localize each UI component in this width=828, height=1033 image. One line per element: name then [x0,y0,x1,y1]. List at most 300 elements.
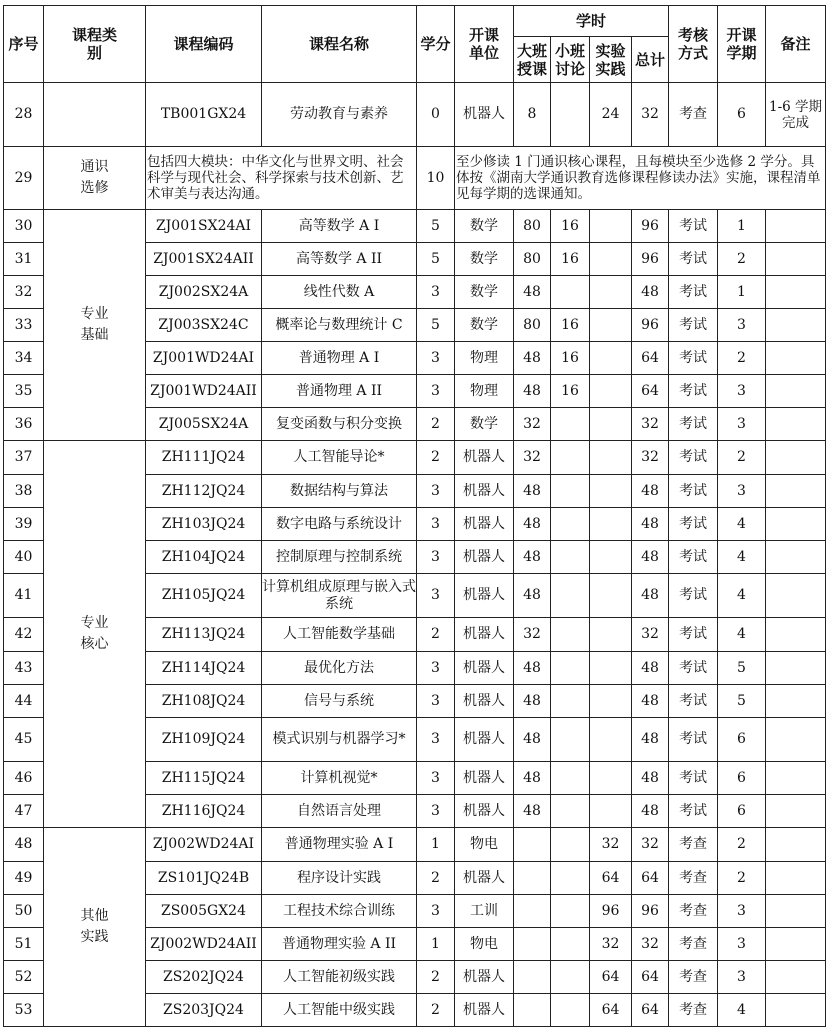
cell-semester: 5 [718,652,766,685]
cell-practice [590,309,632,342]
cell-practice [590,795,632,828]
cell-discussion [551,718,590,762]
cell-practice: 64 [590,994,632,1027]
cell-assessment: 考试 [669,795,718,828]
cell-category [44,83,146,147]
cell-unit: 物理 [455,375,514,408]
general-elective-description: 包括四大模块：中华文化与世界文明、社会科学与现代社会、科学探索与技术创新、艺术审美与表达沟通。 [146,147,417,210]
cell-semester: 3 [718,928,766,961]
cell-seq: 39 [4,508,44,541]
cell-credits: 2 [417,618,455,652]
cell-total: 96 [632,210,669,243]
cell-practice [590,652,632,685]
cell-practice [590,541,632,574]
cell-assessment: 考试 [669,718,718,762]
header-semester: 开课学期 [718,6,766,83]
cell-total: 96 [632,895,669,928]
cell-discussion: 16 [551,309,590,342]
cell-seq: 28 [4,83,44,147]
cell-discussion [551,618,590,652]
cell-name: 程序设计实践 [262,862,417,895]
cell-code: ZJ001WD24AI [146,342,262,375]
cell-unit: 机器人 [455,795,514,828]
cell-practice: 24 [590,83,632,147]
cell-lecture [514,895,551,928]
header-lecture: 大班授课 [514,37,551,83]
cell-discussion [551,895,590,928]
cell-practice: 96 [590,895,632,928]
table-row [4,210,826,243]
cell-assessment: 考试 [669,762,718,795]
cell-seq: 43 [4,652,44,685]
cell-assessment: 考试 [669,475,718,508]
cell-assessment: 考试 [669,276,718,309]
cell-remark [766,508,826,541]
cell-discussion [551,441,590,475]
cell-lecture: 48 [514,652,551,685]
cell-practice [590,475,632,508]
cell-assessment: 考试 [669,441,718,475]
cell-remark [766,276,826,309]
cell-discussion [551,541,590,574]
cell-name: 自然语言处理 [262,795,417,828]
cell-seq: 50 [4,895,44,928]
cell-credits: 10 [417,147,455,210]
cell-code: ZJ002WD24AI [146,828,262,862]
cell-practice [590,342,632,375]
cell-semester: 3 [718,961,766,994]
cell-name: 模式识别与机器学习* [262,718,417,762]
cell-lecture [514,994,551,1027]
cell-name: 人工智能初级实践 [262,961,417,994]
cell-total: 32 [632,828,669,862]
cell-seq: 47 [4,795,44,828]
cell-lecture [514,862,551,895]
cell-credits: 3 [417,541,455,574]
cell-semester: 4 [718,574,766,618]
cell-seq: 33 [4,309,44,342]
cell-practice: 64 [590,862,632,895]
cell-credits: 3 [417,276,455,309]
cell-remark [766,928,826,961]
cell-name: 计算机组成原理与嵌入式系统 [262,574,417,618]
cell-code: ZJ001SX24AI [146,210,262,243]
cell-remark [766,652,826,685]
cell-code: ZH115JQ24 [146,762,262,795]
cell-credits: 5 [417,309,455,342]
cell-lecture: 48 [514,718,551,762]
cell-seq: 48 [4,828,44,862]
cell-name: 信号与系统 [262,685,417,718]
cell-assessment: 考试 [669,652,718,685]
cell-practice [590,685,632,718]
cell-semester: 2 [718,243,766,276]
cell-semester: 3 [718,475,766,508]
cell-discussion [551,862,590,895]
cell-discussion: 16 [551,210,590,243]
cell-total: 32 [632,441,669,475]
cell-total: 64 [632,862,669,895]
cell-lecture: 48 [514,375,551,408]
cell-unit: 数学 [455,210,514,243]
cell-assessment: 考查 [669,961,718,994]
cell-seq: 42 [4,618,44,652]
cell-remark [766,994,826,1027]
cell-lecture: 80 [514,210,551,243]
cell-assessment: 考查 [669,828,718,862]
cell-semester: 3 [718,309,766,342]
cell-discussion [551,508,590,541]
header-seq: 序号 [4,6,44,83]
cell-lecture: 32 [514,408,551,441]
cell-unit: 物电 [455,828,514,862]
cell-lecture: 32 [514,441,551,475]
cell-lecture: 48 [514,342,551,375]
cell-practice [590,441,632,475]
cell-total: 64 [632,994,669,1027]
cell-practice [590,243,632,276]
cell-remark [766,862,826,895]
cell-total: 48 [632,541,669,574]
cell-semester: 3 [718,895,766,928]
cell-seq: 32 [4,276,44,309]
cell-unit: 物电 [455,928,514,961]
cell-credits: 3 [417,795,455,828]
cell-name: 复变函数与积分变换 [262,408,417,441]
cell-semester: 2 [718,342,766,375]
cell-seq: 40 [4,541,44,574]
cell-semester: 6 [718,762,766,795]
cell-code: ZS202JQ24 [146,961,262,994]
cell-discussion [551,276,590,309]
cell-practice: 64 [590,961,632,994]
cell-total: 48 [632,718,669,762]
cell-semester: 6 [718,718,766,762]
cell-practice [590,762,632,795]
cell-discussion [551,828,590,862]
cell-lecture: 48 [514,475,551,508]
category-other-practice: 其他实践 [44,828,146,1027]
cell-discussion [551,685,590,718]
cell-unit: 工训 [455,895,514,928]
cell-unit: 数学 [455,276,514,309]
cell-credits: 3 [417,375,455,408]
cell-semester: 6 [718,83,766,147]
cell-remark [766,718,826,762]
cell-discussion: 16 [551,375,590,408]
cell-total: 64 [632,375,669,408]
cell-seq: 34 [4,342,44,375]
cell-name: 最优化方法 [262,652,417,685]
cell-unit: 机器人 [455,441,514,475]
cell-semester: 2 [718,441,766,475]
cell-discussion [551,408,590,441]
cell-seq: 51 [4,928,44,961]
cell-name: 线性代数 A [262,276,417,309]
cell-semester: 1 [718,276,766,309]
table-header [4,6,826,83]
cell-discussion [551,762,590,795]
cell-code: ZS005GX24 [146,895,262,928]
cell-unit: 机器人 [455,685,514,718]
cell-discussion [551,652,590,685]
cell-code: TB001GX24 [146,83,262,147]
table-row [4,441,826,475]
cell-seq: 53 [4,994,44,1027]
cell-code: ZH105JQ24 [146,574,262,618]
cell-credits: 2 [417,441,455,475]
cell-lecture [514,828,551,862]
cell-lecture: 32 [514,618,551,652]
cell-semester: 3 [718,408,766,441]
cell-name: 计算机视觉* [262,762,417,795]
cell-semester: 2 [718,862,766,895]
cell-seq: 30 [4,210,44,243]
cell-unit: 机器人 [455,475,514,508]
cell-total: 48 [632,574,669,618]
cell-code: ZH116JQ24 [146,795,262,828]
cell-unit: 机器人 [455,83,514,147]
cell-lecture: 48 [514,685,551,718]
cell-seq: 52 [4,961,44,994]
cell-total: 64 [632,961,669,994]
cell-name: 人工智能中级实践 [262,994,417,1027]
cell-assessment: 考查 [669,895,718,928]
cell-remark [766,408,826,441]
cell-practice: 32 [590,828,632,862]
cell-assessment: 考试 [669,541,718,574]
header-assessment: 考核方式 [669,6,718,83]
cell-name: 高等数学 A I [262,210,417,243]
cell-credits: 3 [417,895,455,928]
cell-credits: 3 [417,475,455,508]
cell-total: 32 [632,83,669,147]
cell-remark [766,210,826,243]
header-category: 课程类别 [44,6,146,83]
cell-code: ZJ001WD24AII [146,375,262,408]
category-general-elective: 通识选修 [44,147,146,210]
cell-credits: 3 [417,574,455,618]
cell-name: 工程技术综合训练 [262,895,417,928]
cell-code: ZH103JQ24 [146,508,262,541]
cell-credits: 2 [417,994,455,1027]
header-code: 课程编码 [146,6,262,83]
cell-credits: 3 [417,508,455,541]
category-professional-basic: 专业基础 [44,210,146,441]
cell-code: ZH104JQ24 [146,541,262,574]
cell-total: 96 [632,243,669,276]
cell-unit: 机器人 [455,618,514,652]
cell-practice: 32 [590,928,632,961]
cell-discussion: 16 [551,342,590,375]
header-credits: 学分 [417,6,455,83]
cell-total: 48 [632,795,669,828]
cell-name: 人工智能导论* [262,441,417,475]
cell-code: ZH113JQ24 [146,618,262,652]
cell-credits: 3 [417,718,455,762]
cell-name: 劳动教育与素养 [262,83,417,147]
general-elective-note: 至少修读 1 门通识核心课程，且每模块至少选修 2 学分。具体按《湖南大学通识教育选修课程修读办法》实施，课程清单见每学期的选课通知。 [455,147,826,210]
cell-unit: 物理 [455,342,514,375]
cell-unit: 数学 [455,243,514,276]
cell-assessment: 考试 [669,685,718,718]
cell-code: ZH111JQ24 [146,441,262,475]
cell-assessment: 考查 [669,994,718,1027]
cell-credits: 3 [417,685,455,718]
cell-remark [766,762,826,795]
header-remark: 备注 [766,6,826,83]
cell-semester: 1 [718,210,766,243]
cell-lecture: 8 [514,83,551,147]
cell-total: 48 [632,475,669,508]
cell-assessment: 考查 [669,83,718,147]
table-row [4,83,826,147]
cell-unit: 数学 [455,309,514,342]
cell-semester: 5 [718,685,766,718]
cell-name: 数字电路与系统设计 [262,508,417,541]
cell-seq: 29 [4,147,44,210]
cell-total: 48 [632,276,669,309]
cell-semester: 4 [718,508,766,541]
cell-name: 普通物理 A II [262,375,417,408]
cell-seq: 49 [4,862,44,895]
table-body [4,83,826,1027]
cell-total: 48 [632,685,669,718]
cell-remark [766,795,826,828]
cell-seq: 46 [4,762,44,795]
cell-total: 48 [632,762,669,795]
cell-semester: 3 [718,375,766,408]
cell-code: ZH112JQ24 [146,475,262,508]
cell-seq: 31 [4,243,44,276]
cell-unit: 机器人 [455,994,514,1027]
cell-unit: 机器人 [455,762,514,795]
cell-remark [766,828,826,862]
cell-assessment: 考试 [669,309,718,342]
cell-remark [766,895,826,928]
cell-seq: 37 [4,441,44,475]
cell-lecture: 80 [514,243,551,276]
cell-name: 控制原理与控制系统 [262,541,417,574]
cell-name: 普通物理实验 A I [262,828,417,862]
cell-unit: 机器人 [455,508,514,541]
cell-assessment: 考试 [669,508,718,541]
cell-unit: 机器人 [455,961,514,994]
header-hours: 学时 [514,6,669,37]
cell-name: 人工智能数学基础 [262,618,417,652]
cell-total: 32 [632,408,669,441]
cell-code: ZJ001SX24AII [146,243,262,276]
cell-assessment: 考试 [669,243,718,276]
cell-practice [590,210,632,243]
cell-credits: 5 [417,243,455,276]
cell-practice [590,718,632,762]
cell-assessment: 考试 [669,408,718,441]
cell-total: 48 [632,652,669,685]
cell-credits: 2 [417,408,455,441]
cell-credits: 2 [417,862,455,895]
header-unit: 开课单位 [455,6,514,83]
cell-credits: 2 [417,961,455,994]
cell-seq: 38 [4,475,44,508]
cell-practice [590,618,632,652]
cell-practice [590,276,632,309]
course-table [3,5,826,1027]
cell-total: 48 [632,508,669,541]
cell-discussion [551,574,590,618]
cell-practice [590,574,632,618]
cell-assessment: 考试 [669,574,718,618]
cell-remark [766,375,826,408]
cell-credits: 1 [417,928,455,961]
table-row [4,147,826,210]
cell-remark [766,574,826,618]
cell-assessment: 考试 [669,210,718,243]
cell-unit: 机器人 [455,652,514,685]
cell-seq: 35 [4,375,44,408]
cell-practice [590,508,632,541]
cell-code: ZH114JQ24 [146,652,262,685]
cell-remark [766,243,826,276]
cell-semester: 4 [718,994,766,1027]
cell-discussion: 16 [551,243,590,276]
cell-code: ZJ002SX24A [146,276,262,309]
cell-name: 数据结构与算法 [262,475,417,508]
cell-code: ZJ002WD24AII [146,928,262,961]
cell-code: ZJ005SX24A [146,408,262,441]
cell-credits: 3 [417,762,455,795]
cell-lecture: 48 [514,508,551,541]
cell-semester: 4 [718,618,766,652]
cell-credits: 0 [417,83,455,147]
cell-remark [766,441,826,475]
cell-credits: 3 [417,342,455,375]
cell-assessment: 考试 [669,618,718,652]
cell-lecture: 48 [514,795,551,828]
cell-discussion [551,961,590,994]
cell-remark [766,685,826,718]
cell-seq: 45 [4,718,44,762]
cell-total: 64 [632,342,669,375]
cell-discussion [551,795,590,828]
cell-practice [590,375,632,408]
cell-name: 高等数学 A II [262,243,417,276]
cell-assessment: 考查 [669,862,718,895]
cell-credits: 5 [417,210,455,243]
header-discussion: 小班讨论 [551,37,590,83]
cell-lecture: 48 [514,541,551,574]
cell-code: ZH108JQ24 [146,685,262,718]
cell-lecture [514,928,551,961]
table-row [4,828,826,862]
cell-discussion [551,475,590,508]
cell-remark [766,309,826,342]
cell-credits: 3 [417,652,455,685]
cell-semester: 4 [718,541,766,574]
category-professional-core: 专业核心 [44,441,146,828]
cell-semester: 2 [718,828,766,862]
cell-semester: 6 [718,795,766,828]
cell-name: 普通物理 A I [262,342,417,375]
cell-lecture: 48 [514,574,551,618]
cell-unit: 机器人 [455,541,514,574]
cell-discussion [551,928,590,961]
cell-name: 概率论与数理统计 C [262,309,417,342]
cell-discussion [551,83,590,147]
cell-code: ZS203JQ24 [146,994,262,1027]
cell-practice [590,408,632,441]
cell-assessment: 考试 [669,342,718,375]
